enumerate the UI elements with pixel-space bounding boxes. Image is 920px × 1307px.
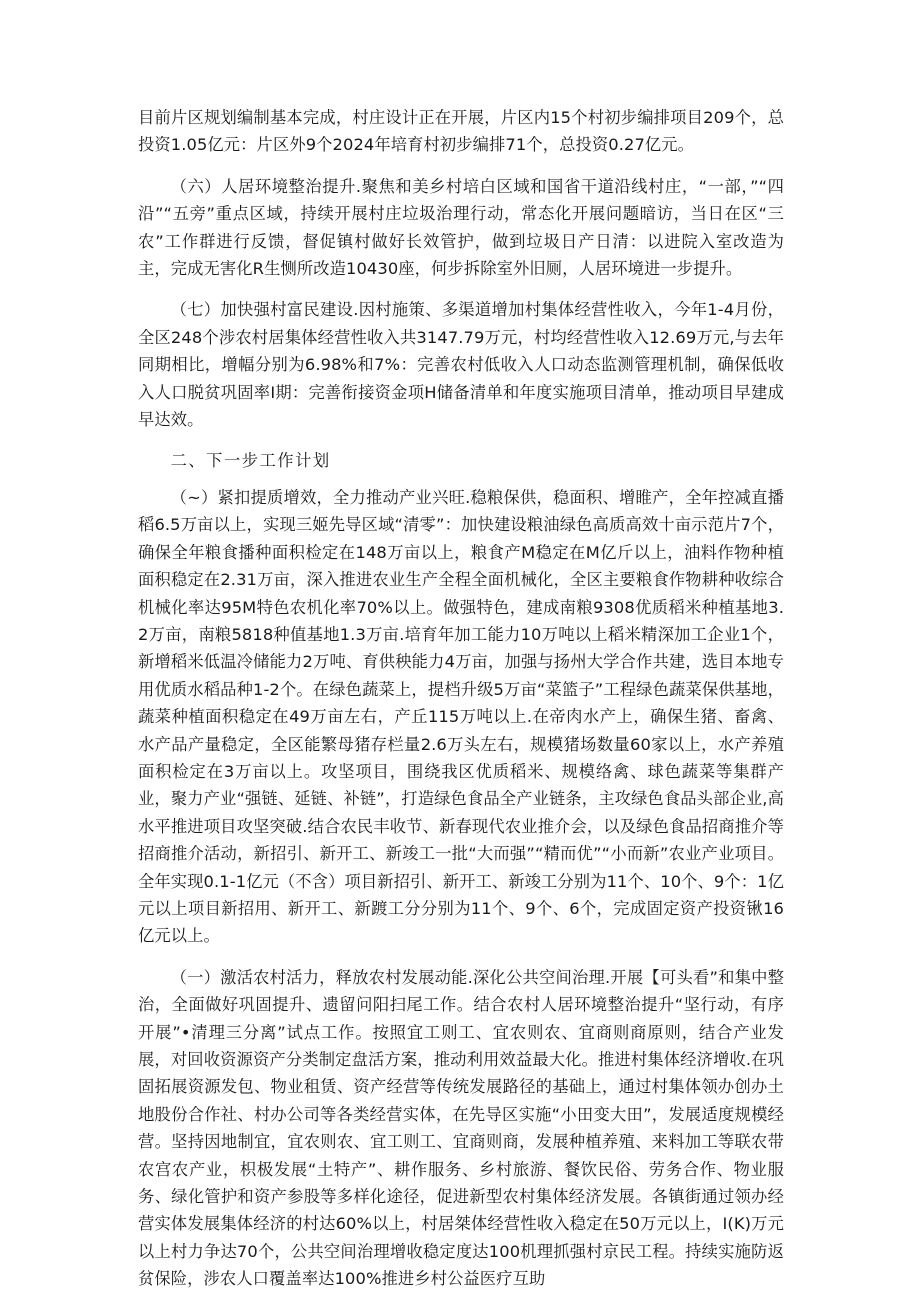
paragraph-planning-summary: 目前片区规划编制基本完成，村庄设计正在开展，片区内15个村初步编排项目209个，总投资1.05亿元：片区外9个2024年培育村初步编排71个，总投资0.27亿元。 xyxy=(138,108,784,155)
document-page xyxy=(138,104,784,1307)
paragraph-rural-vitality: （一）激活农村活力，释放农村发展动能.深化公共空间治理.开展【可头看”和集中整治，全面做好巩固提升、遗留问阳扫尾工作。结合农村人居环境整治提升“坚行动，有序开展”•清理三分离”试点工作。按照宜工则工、宜农则农、宜商则商原则，结合产业发展，对回收资源资产分类制定盘活方案，推动利用效益最大化。推进村集体经济增收.在巩固拓展资源发包、物业租赁、资产经营等传统发展路径的基础上，通过村集体领办创办土地股份合作社、村办公司等各类经营实体，在先导区实施“小田变大田”，发展适度规模经营。坚持因地制宜，宜农则农、宜工则工、宜商则商，发展种植养殖、来料加工等联农带农宫农产业，枳极发展“土特产”、耕作服务、乡村旅游、餐饮民俗、劳务合作、物业服务、绿化管护和资产参股等多样化途径，促进新型农村集体经济发展。各镇街通过领办经营实体发展集体经济的村达60%以上，村居桀体经营性收入稳定在50万元以上，I(K)万元以上村力争达70个，公共空间治理增收稳定度达100机理抓强村京民工程。持续实施防返贫保险，涉农人口覆盖率达100%推进乡村公益医疗互助 xyxy=(138,967,784,1289)
section-heading: 二、下一步工作计划 xyxy=(170,451,331,471)
paragraph-industry-plan: （~）紧扣提质增效，全力推动产业兴旺.稳粮保供，稳面积、增睢产，全年控减直播稻6.5万亩以上，实现三姬先导区域“清零”：加快建设粮油绿色高质高效十亩示范片7个，确保全年粮食播种面积检定在148万亩以上，粮食产M稳定在M亿斤以上，油料作物种植面积稳定在2.31万亩，深入推进农业生产全程全面机械化，全区主要粮食作物耕种收综合机械化率达95M特色农机化率70%以上。做强特色，建成南粮9308优质稻米种植基地3.2万亩，南粮5818种值基地1.3万亩.培育年加工能力10万吨以上稻米精深加工企业1个，新增稻米低温冷储能力2万吨、育供秧能力4万亩，加强与扬州大学合作共建，选目本地专用优质水稻品种1-2个。在绿色蔬菜上，提档升级5万亩“菜篮子”工程绿色蔬菜保供基地，蔬菜种植面积稳定在49万亩左右，产丘115万吨以上.在帝肉水产上，确保生猪、畜禽、水产品产量稳定，全区能繁母猪存栏量2.6万头左右，规模猪场数量60家以上，水产养殖面积检定在3万亩以上。攻坚项目，围绕我区优质稻米、规模络禽、球色蔬菜等集群产业，聚力产业“强链、延链、补链”，打造绿色食品全产业链条，主攻绿色食品头部企业,高水平推进项目攻坚突破.结合农民丰收节、新春现代农业推介会，以及绿色食品招商推介等招商推介活动，新招引、新开工、新竣工一批“大而强”“精而优”“小而新”农业产业项目。全年实现0.1-1亿元（不含）项目新招引、新开工、新竣工分别为11个、10个、9个：1亿元以上项目新招用、新开工、新踱工分分别为11个、9个、6个，完成固定资产投资锹16亿元以上。 xyxy=(138,487,784,946)
paragraph-strong-village: （七）加快强村富民建设.因村施策、多渠道增加村集体经营性收入，今年1-4月份，全区248个涉农村居集体经营性收入共3147.79万元，村均经营性收入12.69万元,与去年同期相比，增幅分别为6.98%和7%：完善农村低收入人口动态监测管理机制，确保低收入人口脱贫巩固率I期：完善衔接资金项H储备清单和年度实施项目清单，推动项目早建成早达效。 xyxy=(138,300,784,430)
paragraph-living-environment: （六）人居环境整治提升.聚焦和美乡村培白区域和国省干道沿线村庄，“一部，”“四沿”“五旁”重点区域，持续开展村庄垃圾治理行动，常态化开展问题暗访，当日在区“三农”工作群进行反馈，督促镇村做好长效管护，做到垃圾日产日清：以进院入室改造为主，完成无害化R生恻所改造10430座，何步拆除室外旧厕，人居环境进一步提升。 xyxy=(138,176,784,279)
